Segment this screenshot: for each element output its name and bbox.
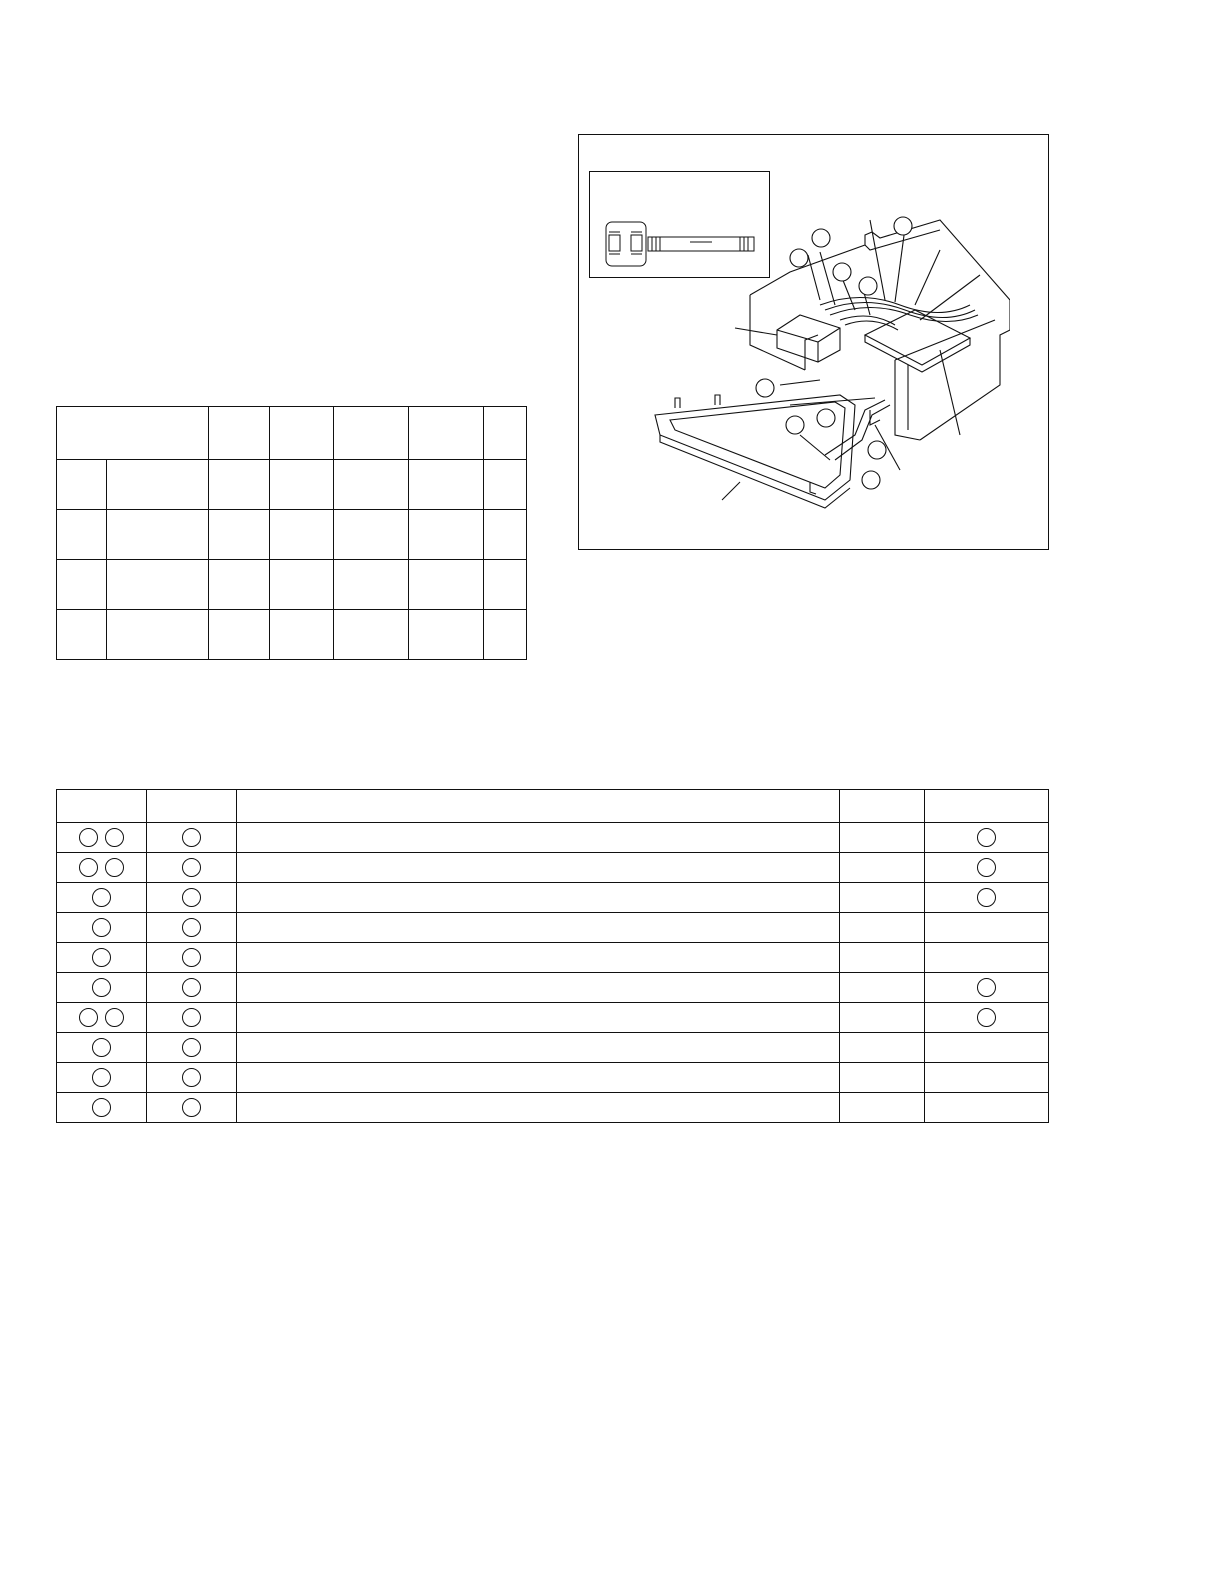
spec-cell (209, 460, 270, 510)
reference-circle-marker (182, 1038, 201, 1057)
reference-circle-marker (105, 1008, 124, 1027)
conn-cell (237, 1033, 839, 1063)
spec-cell (270, 460, 334, 510)
spec-cell (409, 560, 484, 610)
spec-cell (334, 460, 409, 510)
conn-cell (839, 1003, 925, 1033)
reference-circle-marker (92, 1068, 111, 1087)
conn-header-cell (237, 790, 839, 823)
conn-cell (146, 973, 237, 1003)
conn-cell (925, 853, 1049, 883)
reference-circle-marker (977, 1008, 996, 1027)
conn-cell (839, 1093, 925, 1123)
conn-cell (237, 1003, 839, 1033)
spec-cell (270, 510, 334, 560)
conn-header-cell (925, 790, 1049, 823)
conn-cell (839, 853, 925, 883)
unit-wiring-isometric-drawing (640, 210, 1010, 520)
spec-cell (409, 510, 484, 560)
spec-cell (409, 610, 484, 660)
conn-table-row (57, 1063, 1049, 1093)
conn-cell (146, 943, 237, 973)
spec-cell (107, 560, 209, 610)
conn-cell (57, 973, 147, 1003)
reference-circle-marker (79, 858, 98, 877)
reference-circle-marker (977, 888, 996, 907)
conn-cell (237, 973, 839, 1003)
conn-header-cell (146, 790, 237, 823)
conn-cell (237, 913, 839, 943)
reference-circle-marker (105, 858, 124, 877)
conn-cell (839, 973, 925, 1003)
conn-cell (237, 823, 839, 853)
conn-cell (146, 913, 237, 943)
spec-cell (334, 560, 409, 610)
conn-cell (925, 1093, 1049, 1123)
conn-cell (237, 1093, 839, 1123)
spec-cell (484, 510, 527, 560)
spec-table-row (57, 560, 527, 610)
conn-table-row (57, 943, 1049, 973)
conn-cell (146, 1033, 237, 1063)
spec-cell (57, 510, 107, 560)
reference-circle-marker (182, 858, 201, 877)
reference-circle-marker (182, 978, 201, 997)
conn-cell (146, 1093, 237, 1123)
conn-cell (839, 1033, 925, 1063)
spec-cell (484, 610, 527, 660)
reference-circle-marker (92, 918, 111, 937)
conn-cell (146, 1063, 237, 1093)
conn-table-row (57, 1093, 1049, 1123)
spec-cell (209, 560, 270, 610)
conn-cell (146, 853, 237, 883)
spec-header-cell (409, 407, 484, 460)
conn-cell (925, 973, 1049, 1003)
conn-cell (146, 883, 237, 913)
conn-cell (925, 823, 1049, 853)
conn-table-row (57, 1003, 1049, 1033)
conn-table-row (57, 973, 1049, 1003)
spec-cell (270, 560, 334, 610)
conn-cell (57, 1003, 147, 1033)
conn-table-header-row (57, 790, 1049, 823)
spec-cell (107, 610, 209, 660)
conn-table-row (57, 883, 1049, 913)
conn-cell (146, 1003, 237, 1033)
reference-circle-marker (977, 978, 996, 997)
spec-cell (57, 560, 107, 610)
spec-cell (409, 460, 484, 510)
conn-header-cell (839, 790, 925, 823)
reference-circle-marker (79, 1008, 98, 1027)
spec-header-cell (57, 407, 209, 460)
reference-circle-marker (182, 1068, 201, 1087)
spec-cell (334, 610, 409, 660)
reference-circle-marker (977, 858, 996, 877)
conn-cell (57, 943, 147, 973)
reference-circle-marker (92, 948, 111, 967)
conn-cell (839, 943, 925, 973)
conn-cell (839, 883, 925, 913)
conn-table-row (57, 853, 1049, 883)
spec-cell (334, 510, 409, 560)
conn-table-row (57, 823, 1049, 853)
conn-cell (57, 913, 147, 943)
reference-circle-marker (182, 948, 201, 967)
reference-circle-marker (105, 828, 124, 847)
spec-cell (107, 460, 209, 510)
spec-table-row (57, 460, 527, 510)
spec-header-cell (209, 407, 270, 460)
connection-table (56, 789, 1049, 1123)
spec-cell (484, 460, 527, 510)
conn-table-body (57, 823, 1049, 1123)
conn-cell (57, 823, 147, 853)
conn-cell (925, 1003, 1049, 1033)
spec-cell (209, 510, 270, 560)
spec-cell (484, 560, 527, 610)
conn-table-row (57, 1033, 1049, 1063)
conn-cell (925, 883, 1049, 913)
spec-cell (57, 460, 107, 510)
reference-circle-marker (977, 828, 996, 847)
spec-header-cell (270, 407, 334, 460)
conn-cell (925, 1063, 1049, 1093)
conn-cell (57, 1093, 147, 1123)
conn-cell (237, 1063, 839, 1093)
conn-cell (839, 913, 925, 943)
spec-cell (57, 610, 107, 660)
conn-cell (237, 883, 839, 913)
conn-table-row (57, 913, 1049, 943)
conn-cell (57, 1063, 147, 1093)
spec-cell (270, 610, 334, 660)
reference-circle-marker (182, 888, 201, 907)
conn-cell (57, 853, 147, 883)
reference-circle-marker (182, 828, 201, 847)
conn-cell (57, 883, 147, 913)
conn-cell (925, 1033, 1049, 1063)
reference-circle-marker (92, 1038, 111, 1057)
spec-table-row (57, 610, 527, 660)
conn-header-cell (57, 790, 147, 823)
spec-cell (107, 510, 209, 560)
conn-cell (146, 823, 237, 853)
conn-cell (839, 823, 925, 853)
reference-circle-marker (92, 978, 111, 997)
reference-circle-marker (92, 888, 111, 907)
spec-table (56, 406, 527, 660)
spec-header-cell (334, 407, 409, 460)
reference-circle-marker (182, 1008, 201, 1027)
conn-cell (237, 943, 839, 973)
spec-header-cell (484, 407, 527, 460)
conn-cell (237, 853, 839, 883)
spec-table-header-row (57, 407, 527, 460)
spec-table-row (57, 510, 527, 560)
reference-circle-marker (79, 828, 98, 847)
reference-circle-marker (182, 918, 201, 937)
conn-cell (57, 1033, 147, 1063)
reference-circle-marker (182, 1098, 201, 1117)
conn-cell (839, 1063, 925, 1093)
conn-cell (925, 943, 1049, 973)
spec-cell (209, 610, 270, 660)
conn-cell (925, 913, 1049, 943)
reference-circle-marker (92, 1098, 111, 1117)
